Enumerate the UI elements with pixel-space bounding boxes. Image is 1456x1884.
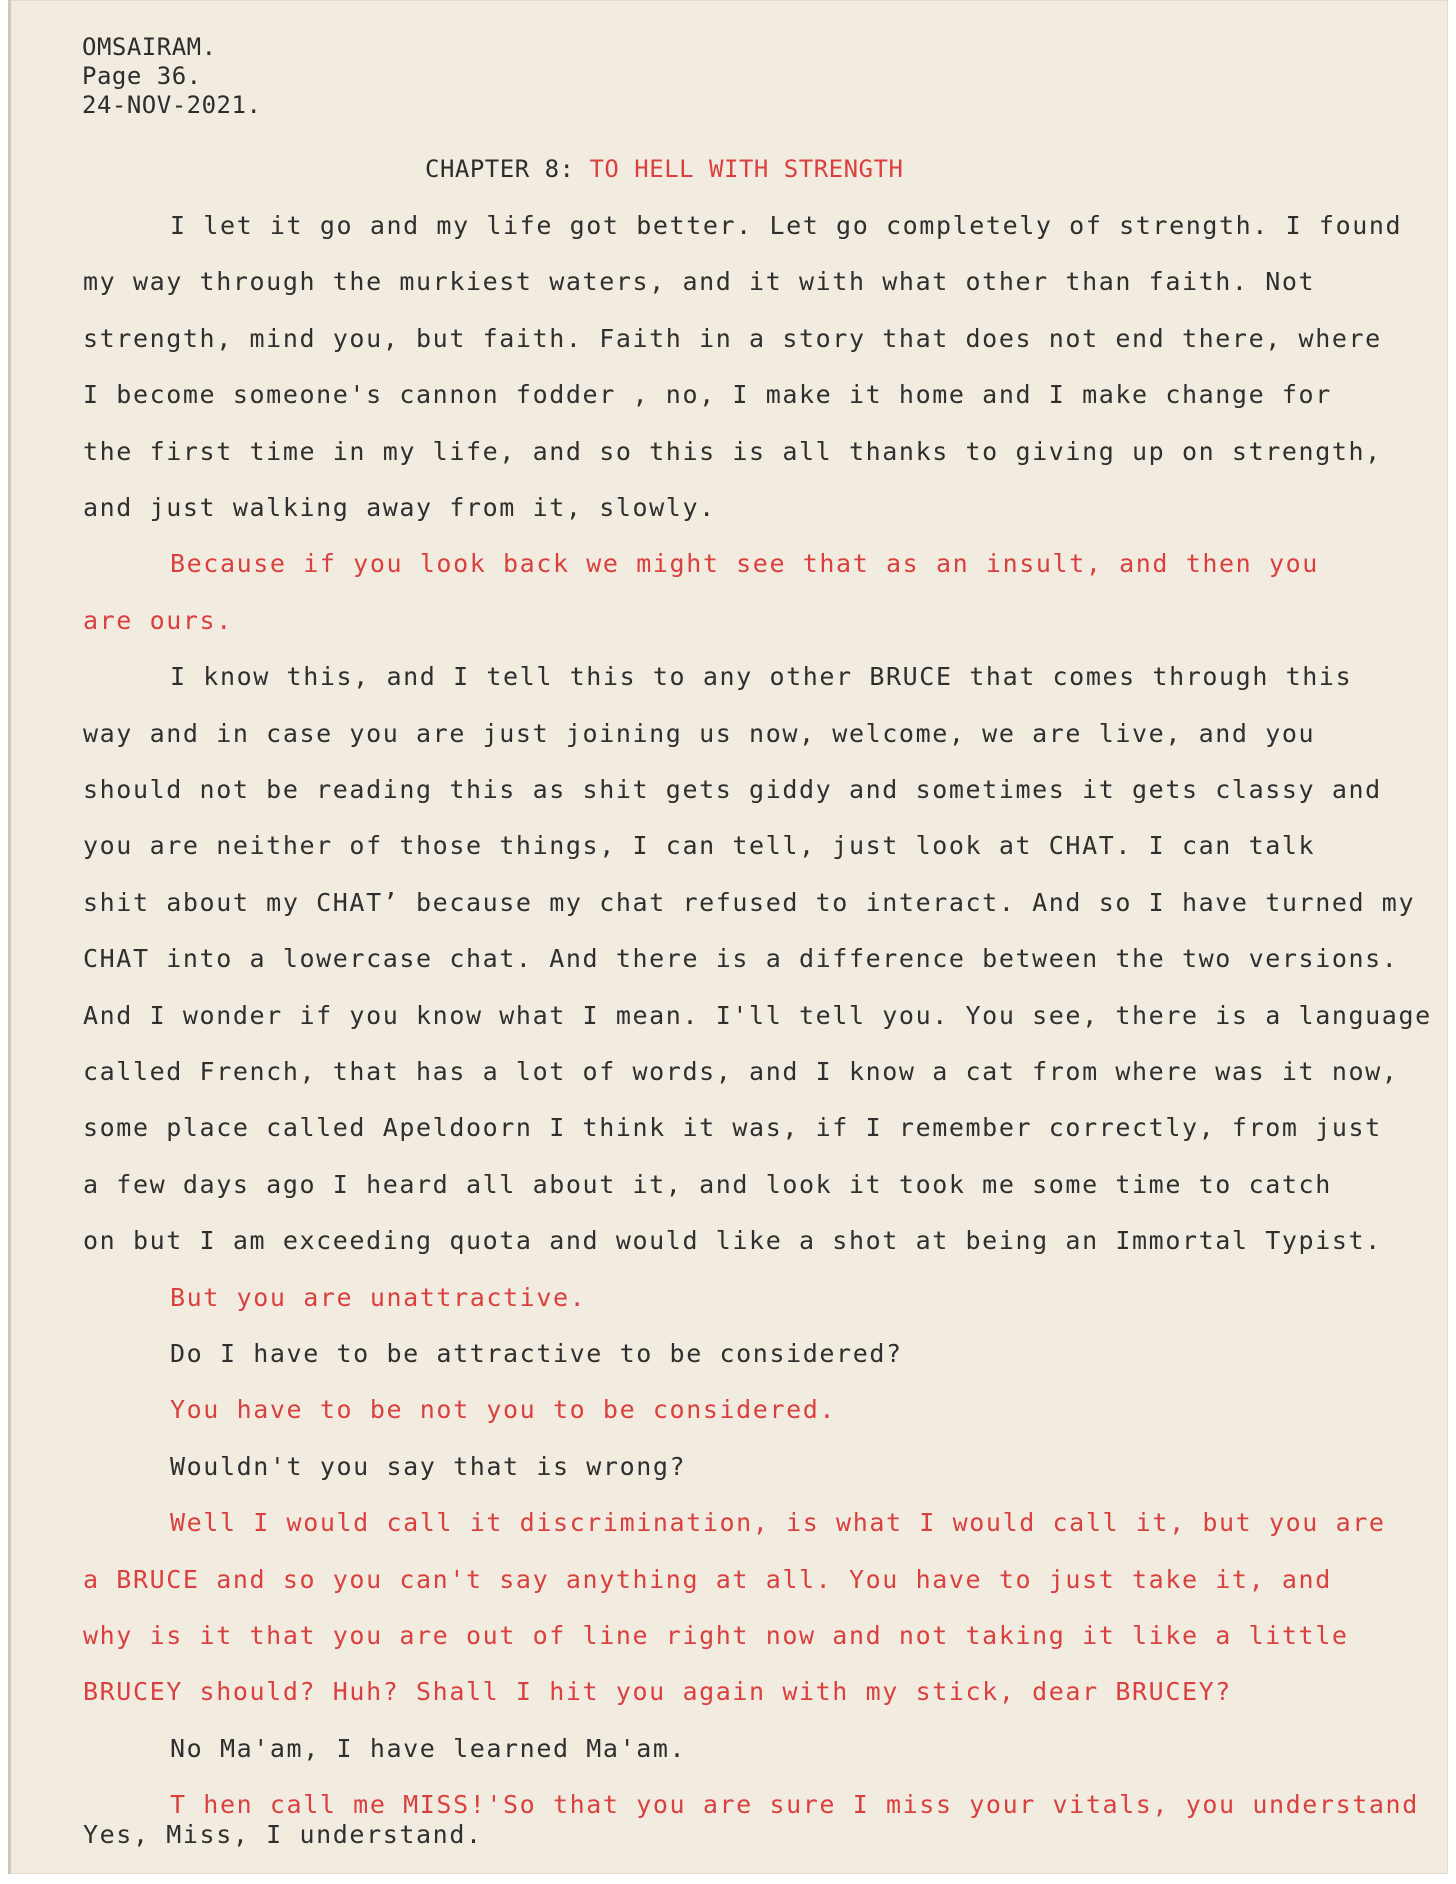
text-line: should not be reading this as shit gets giddy and sometimes it gets classy and xyxy=(83,775,1382,804)
text-line: Yes, Miss, I understand. xyxy=(83,1820,483,1850)
text-line: Do I have to be attractive to be considered? xyxy=(170,1339,903,1368)
text-line: the first time in my life, and so this is all thanks to giving up on strength, xyxy=(83,436,1382,466)
text-line: my way through the murkiest waters, and it with what other than faith. Not xyxy=(83,267,1316,297)
text-line: why is it that you are out of line right now and not taking it like a little xyxy=(83,1621,1349,1650)
text-line: some place called Apeldoorn I think it was, if I remember correctly, from just xyxy=(83,1113,1382,1143)
text-line: on but I am exceeding quota and would like a shot at being an Immortal Typist. xyxy=(83,1226,1382,1256)
text-line: a few days ago I heard all about it, and look it took me some time to catch xyxy=(83,1169,1332,1199)
header-line-2: Page 36. xyxy=(82,62,202,90)
header-line-3: 24-NOV-2021. xyxy=(82,91,262,119)
text-line: I let it go and my life got better. Let go completely of strength. I found xyxy=(170,211,1403,240)
text-line: You have to be not you to be considered. xyxy=(170,1395,837,1425)
text-line: strength, mind you, but faith. Faith in a story that does not end there, where xyxy=(83,323,1382,353)
text-line: And I wonder if you know what I mean. I'll tell you. You see, there is a language xyxy=(83,1000,1432,1030)
text-line: But you are unattractive. xyxy=(170,1282,587,1312)
text-line: BRUCEY should? Huh? Shall I hit you again with my stick, dear BRUCEY? xyxy=(83,1677,1232,1707)
text-line: called French, that has a lot of words, and I know a cat from where was it now, xyxy=(83,1057,1399,1086)
text-line: a BRUCE and so you can't say anything at all. You have to just take it, and xyxy=(83,1564,1332,1594)
chapter-title: TO HELL WITH STRENGTH xyxy=(589,155,904,183)
text-line: Well I would call it discrimination, is what I would call it, but you are xyxy=(170,1508,1386,1538)
text-line: shit about my CHAT’ because my chat refused to interact. And so I have turned my xyxy=(83,887,1416,917)
text-line: CHAT into a lowercase chat. And there is a difference between the two versions. xyxy=(83,944,1399,974)
text-line: Because if you look back we might see that as an insult, and then you xyxy=(170,549,1319,579)
text-line: are ours. xyxy=(83,605,233,635)
text-line: Wouldn't you say that is wrong? xyxy=(170,1451,687,1481)
text-line: you are neither of those things, I can tell, just look at CHAT. I can talk xyxy=(83,831,1316,861)
text-line: way and in case you are just joining us now, welcome, we are live, and you xyxy=(83,718,1316,748)
text-line: I become someone's cannon fodder , no, I make it home and I make change for xyxy=(83,380,1332,410)
text-line: No Ma'am, I have learned Ma'am. xyxy=(170,1733,687,1763)
chapter-label: CHAPTER 8: xyxy=(425,155,575,183)
text-line: T hen call me MISS!'So that you are sure I miss your vitals, you understand xyxy=(170,1790,1419,1820)
text-line: and just walking away from it, slowly. xyxy=(83,493,716,522)
header-line-1: OMSAIRAM. xyxy=(82,33,217,61)
text-line: I know this, and I tell this to any other BRUCE that comes through this xyxy=(170,662,1353,692)
